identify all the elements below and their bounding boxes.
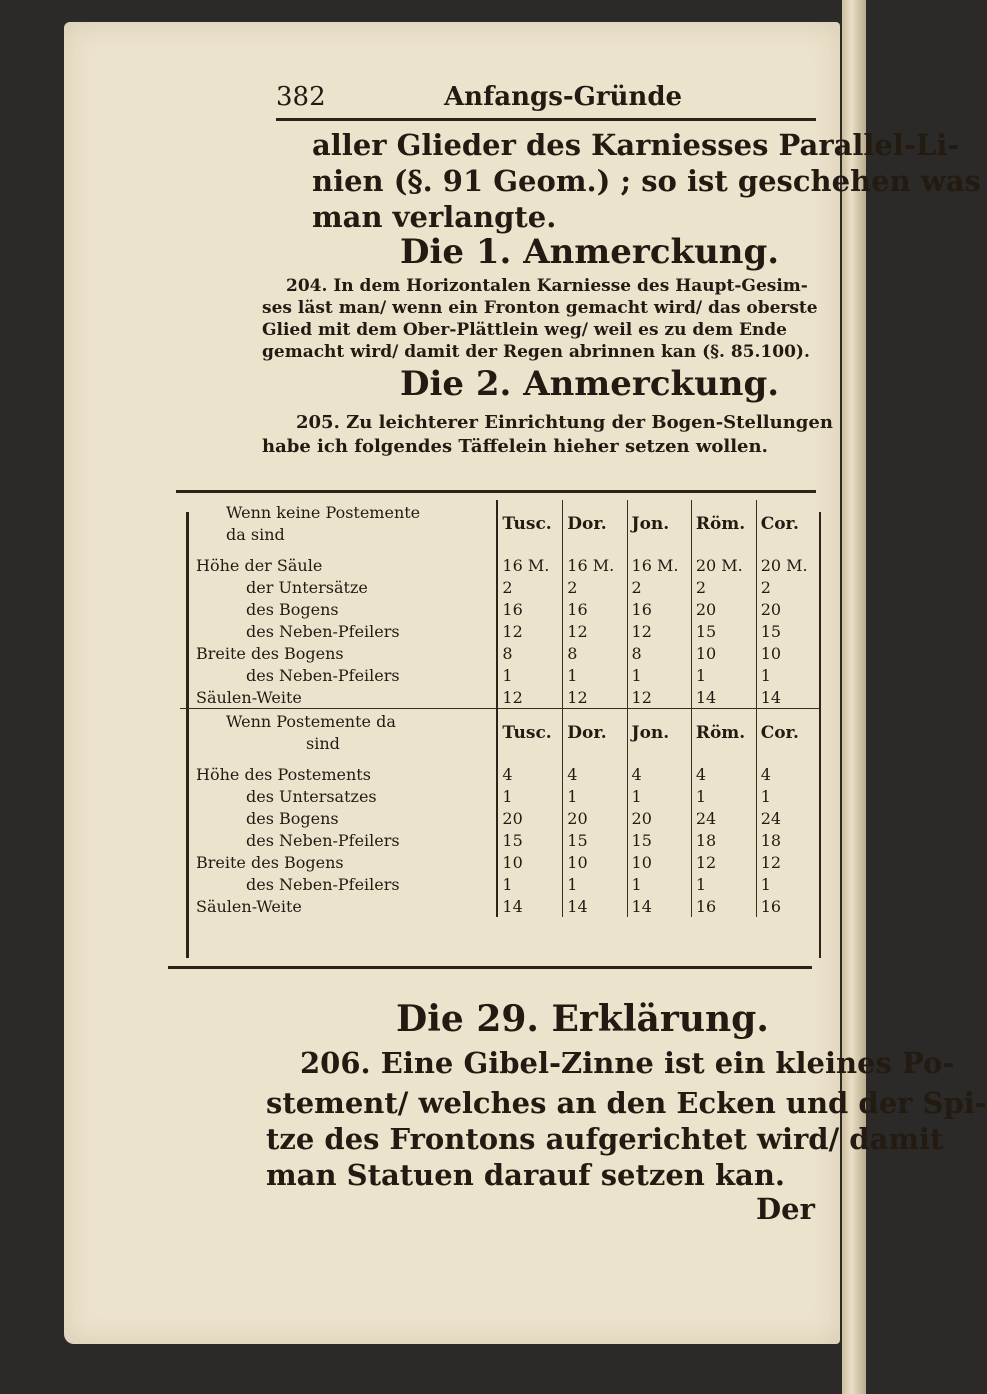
para-206-line-4: man Statuen darauf setzen kan.	[266, 1158, 786, 1192]
table-row	[180, 829, 820, 851]
row-label: des Untersatzes	[180, 785, 497, 807]
col2-header-cor: Cor.	[756, 709, 820, 758]
heading-anmerckung-2: Die 2. Anmerckung.	[400, 364, 780, 404]
table-top-rule	[176, 490, 816, 493]
cell: 1	[691, 873, 756, 895]
para-204-line-4: gemacht wird/ damit der Regen abrinnen kan (§. 85.100).	[262, 342, 810, 362]
row-label: des Neben-Pfeilers	[180, 620, 497, 642]
row-label: Breite des Bogens	[180, 851, 497, 873]
para-204-line-2: ses läst man/ wenn ein Fronton gemacht wird/ das oberste	[262, 298, 818, 318]
running-header	[276, 80, 686, 118]
cell: 10	[497, 851, 562, 873]
cell: 8	[627, 642, 691, 664]
row-label: des Bogens	[180, 807, 497, 829]
cell: 16 M.	[627, 554, 691, 576]
cell: 1	[760, 665, 771, 685]
cell: 1	[760, 786, 771, 806]
para-204-line-1: 204. In dem Horizontalen Karniesse des Haupt-Gesim-	[286, 276, 808, 296]
cell: 16 M.	[497, 554, 562, 576]
cell: 12	[760, 852, 782, 872]
cell: 16	[760, 896, 782, 916]
para-206-line-2: stement/ welches an den Ecken und der Spi-	[266, 1086, 987, 1120]
table-row	[180, 807, 820, 829]
cell: 18	[691, 829, 756, 851]
cell: 14	[627, 895, 691, 917]
section2-caption	[180, 709, 497, 758]
cell: 15	[760, 621, 782, 641]
col2-header-dor: Dor.	[563, 709, 627, 758]
cell: 4	[691, 763, 756, 785]
row-label: Höhe des Postements	[180, 763, 497, 785]
table-row	[180, 620, 820, 642]
cell: 14	[563, 895, 627, 917]
col-header-dor: Dor.	[563, 500, 627, 548]
cell: 12	[563, 620, 627, 642]
para-205-line-2: habe ich folgendes Täffelein hieher setzen wollen.	[262, 436, 768, 457]
cell: 2	[497, 576, 562, 598]
cell: 16	[497, 598, 562, 620]
col-header-cor: Cor.	[760, 514, 799, 534]
page-number: 382	[276, 82, 326, 112]
row-label: des Neben-Pfeilers	[180, 664, 497, 686]
cell: 10	[691, 642, 756, 664]
col-header-rom: Röm.	[691, 500, 756, 548]
cell: 15	[691, 620, 756, 642]
cell: 2	[563, 576, 627, 598]
cell: 12	[691, 851, 756, 873]
cell: 16	[627, 598, 691, 620]
intro-line-2: nien (§. 91 Geom.) ; so ist geschehen was	[312, 164, 981, 198]
cell: 8	[497, 642, 562, 664]
cell: 4	[563, 763, 627, 785]
heading-erklaerung-29: Die 29. Erklärung.	[396, 998, 769, 1040]
cell: 12	[627, 686, 691, 709]
cell: 20	[627, 807, 691, 829]
cell: 24	[691, 807, 756, 829]
arcade-proportions-table	[180, 500, 820, 917]
cell: 1	[563, 664, 627, 686]
cell: 4	[627, 763, 691, 785]
col2-header-tusc: Tusc.	[497, 709, 562, 758]
cell: 10	[760, 643, 782, 663]
cell: 4	[760, 764, 771, 784]
cell: 12	[497, 686, 562, 709]
table-row	[180, 873, 820, 895]
section1-caption-line-2: da sind	[226, 525, 285, 544]
cell: 1	[627, 785, 691, 807]
cell: 14	[497, 895, 562, 917]
cell: 12	[627, 620, 691, 642]
col2-header-rom: Röm.	[691, 709, 756, 758]
cell: 18	[760, 830, 782, 850]
cell: 15	[627, 829, 691, 851]
cell: 20	[760, 599, 782, 619]
cell: 1	[760, 874, 771, 894]
cell: 12	[497, 620, 562, 642]
table-row	[180, 576, 820, 598]
table-row	[180, 598, 820, 620]
cell: 15	[563, 829, 627, 851]
cell: 20 M.	[691, 554, 756, 576]
row-label: Säulen-Weite	[180, 686, 497, 709]
col-header-jon: Jon.	[627, 500, 691, 548]
cell: 1	[497, 785, 562, 807]
catchword: Der	[756, 1192, 815, 1226]
cell: 12	[563, 686, 627, 709]
cell: 16	[563, 598, 627, 620]
running-title: Anfangs-Gründe	[444, 82, 683, 112]
cell: 1	[627, 664, 691, 686]
table-row	[180, 642, 820, 664]
table-row	[180, 785, 820, 807]
header-rule	[276, 118, 816, 121]
col2-header-jon: Jon.	[627, 709, 691, 758]
cell: 20	[497, 807, 562, 829]
cell: 1	[691, 785, 756, 807]
table-row	[180, 686, 820, 709]
row-label: der Untersätze	[180, 576, 497, 598]
section1-caption-line-1: Wenn keine Postemente	[226, 503, 421, 522]
table-bottom-rule	[168, 966, 812, 969]
para-204-line-3: Glied mit dem Ober-Plättlein weg/ weil es zu dem Ende	[262, 320, 787, 340]
cell: 15	[497, 829, 562, 851]
cell: 20 M.	[760, 555, 808, 575]
cell: 10	[563, 851, 627, 873]
intro-line-3: man verlangte.	[312, 200, 557, 234]
row-label: Höhe der Säule	[180, 554, 497, 576]
cell: 16	[691, 895, 756, 917]
cell: 14	[760, 687, 782, 707]
section2-caption-line-2: sind	[306, 734, 340, 753]
cell: 10	[627, 851, 691, 873]
cell: 2	[627, 576, 691, 598]
col-header-tusc: Tusc.	[497, 500, 562, 548]
cell: 1	[627, 873, 691, 895]
cell: 1	[497, 664, 562, 686]
cell: 20	[691, 598, 756, 620]
table-row	[180, 851, 820, 873]
cell: 4	[497, 763, 562, 785]
row-label: Säulen-Weite	[180, 895, 497, 917]
row-label: des Bogens	[180, 598, 497, 620]
cell: 8	[563, 642, 627, 664]
cell: 1	[563, 785, 627, 807]
row-label: Breite des Bogens	[180, 642, 497, 664]
table-row	[180, 763, 820, 785]
cell: 2	[691, 576, 756, 598]
para-205-line-1: 205. Zu leichterer Einrichtung der Bogen-Stellungen	[296, 412, 833, 433]
cell: 16 M.	[563, 554, 627, 576]
cell: 2	[760, 577, 771, 597]
cell: 1	[497, 873, 562, 895]
cell: 20	[563, 807, 627, 829]
cell: 24	[760, 808, 782, 828]
table-row	[180, 895, 820, 917]
book-edge	[842, 0, 866, 1394]
table-row	[180, 554, 820, 576]
heading-anmerckung-1: Die 1. Anmerckung.	[400, 232, 780, 272]
section1-caption	[180, 500, 497, 548]
para-206-line-3: tze des Frontons aufgerichtet wird/ damit	[266, 1122, 944, 1156]
table-row	[180, 664, 820, 686]
cell: 14	[691, 686, 756, 709]
para-206-line-1: 206. Eine Gibel-Zinne ist ein kleines Po-	[300, 1046, 955, 1080]
cell: 1	[563, 873, 627, 895]
row-label: des Neben-Pfeilers	[180, 873, 497, 895]
row-label: des Neben-Pfeilers	[180, 829, 497, 851]
cell: 1	[691, 664, 756, 686]
intro-line-1: aller Glieder des Karniesses Parallel-Li-	[312, 128, 960, 162]
section2-caption-line-1: Wenn Postemente da	[226, 712, 396, 731]
